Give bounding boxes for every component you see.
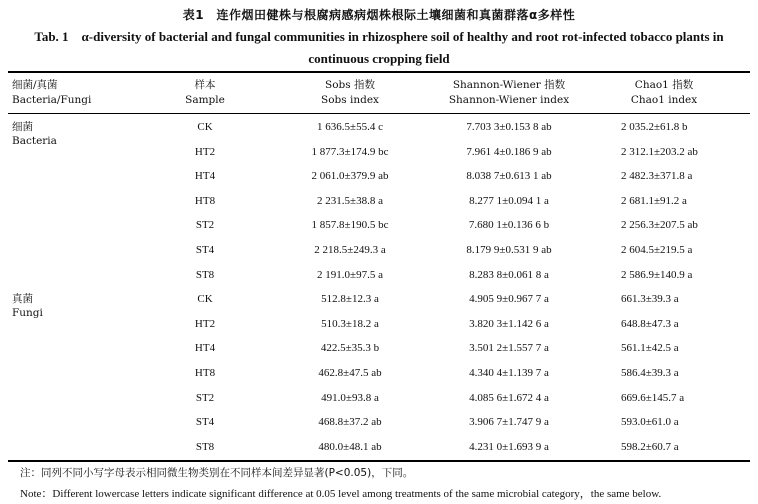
sobs-cell: 1 857.8±190.5 bc	[311, 219, 389, 232]
chao-cell: 2 586.9±140.9 a	[621, 268, 693, 281]
shannon-cell: 4.085 6±1.672 4 a	[469, 391, 549, 404]
table-title-en-line2: continuous cropping field	[308, 51, 450, 66]
chao-cell: 2 256.3±207.5 ab	[621, 219, 698, 232]
shannon-cell: 3.820 3±1.142 6 a	[469, 317, 549, 330]
sample-cell: HT4	[194, 342, 216, 355]
sample-cell: ST2	[195, 391, 215, 404]
sobs-cell: 491.0±93.8 a	[321, 391, 379, 404]
shannon-cell: 7.703 3±0.153 8 ab	[466, 121, 552, 133]
sobs-cell: 512.8±12.3 a	[321, 293, 379, 306]
chao-cell: 661.3±39.3 a	[621, 293, 679, 306]
sample-cell: ST4	[195, 244, 215, 256]
chao-cell: 2 312.1±203.2 ab	[621, 145, 698, 158]
shannon-cell: 8.179 9±0.531 9 ab	[466, 244, 552, 256]
group-label-cn: 细菌	[12, 121, 33, 133]
header-sample	[185, 78, 225, 108]
header-chao	[631, 78, 697, 108]
shannon-cell: 3.501 2±1.557 7 a	[469, 342, 549, 355]
chao-cell: 586.4±39.3 a	[621, 367, 679, 379]
group-label	[12, 292, 43, 320]
chao-cell: 561.1±42.5 a	[621, 342, 679, 355]
sobs-cell: 480.0±48.1 ab	[318, 440, 382, 453]
sample-cell: ST8	[195, 440, 215, 453]
shannon-cell: 8.038 7±0.613 1 ab	[466, 170, 552, 183]
header-shannon-cn: Shannon-Wiener 指数	[452, 79, 566, 91]
table-title-en	[8, 26, 750, 70]
sobs-cell: 2 061.0±379.9 ab	[311, 170, 389, 183]
header-category-cn: 细菌/真菌	[12, 79, 58, 91]
sample-cell: ST2	[195, 219, 215, 232]
sample-cell: HT8	[194, 194, 216, 207]
table-bottom-rule	[8, 460, 750, 462]
shannon-cell: 8.277 1±0.094 1 a	[469, 194, 549, 207]
chao-cell: 593.0±61.0 a	[621, 416, 679, 429]
header-category	[12, 78, 91, 108]
sample-cell: CK	[197, 121, 213, 133]
group-label-en: Fungi	[12, 307, 43, 320]
chao-cell: 648.8±47.3 a	[621, 317, 679, 330]
sobs-cell: 422.5±35.3 b	[320, 342, 380, 355]
header-shannon-en: Shannon-Wiener index	[448, 94, 570, 106]
shannon-cell: 7.680 1±0.136 6 b	[468, 219, 550, 232]
sobs-cell: 2 191.0±97.5 a	[317, 268, 383, 281]
chao-cell: 2 604.5±219.5 a	[621, 244, 693, 256]
sample-cell: HT2	[194, 317, 216, 330]
table-note-en: Note：Different lowercase letters indicate significant difference at 0.05 level among treatments of the same microbial category，the same below.	[20, 488, 662, 500]
sample-cell: ST8	[195, 268, 215, 281]
chao-cell: 2 482.3±371.8 a	[621, 170, 693, 183]
group-label-en: Bacteria	[12, 135, 57, 147]
chao-cell: 669.6±145.7 a	[621, 391, 685, 404]
sobs-cell: 2 218.5±249.3 a	[314, 244, 386, 256]
sobs-cell: 468.8±37.2 ab	[318, 416, 382, 429]
sobs-cell: 510.3±18.2 a	[321, 317, 379, 330]
chao-cell: 598.2±60.7 a	[621, 440, 679, 453]
sample-cell: CK	[197, 293, 213, 306]
table-note-cn: 注：同列不同小写字母表示相同微生物类别在不同样本间差异显著(P<0.05)，下同。	[20, 467, 414, 479]
table-top-rule	[8, 71, 750, 73]
sobs-cell: 2 231.5±38.8 a	[317, 194, 383, 207]
sample-cell: HT2	[194, 145, 216, 158]
shannon-cell: 3.906 7±1.747 9 a	[469, 416, 549, 429]
table-header-rule	[8, 113, 750, 114]
header-sample-cn: 样本	[194, 79, 216, 91]
chao-cell: 2 681.1±91.2 a	[621, 194, 687, 207]
sample-cell: HT4	[194, 170, 216, 183]
group-label	[12, 120, 57, 148]
header-chao-en: Chao1 index	[630, 94, 698, 106]
chao-cell: 2 035.2±61.8 b	[621, 121, 688, 133]
sobs-cell: 1 877.3±174.9 bc	[311, 145, 389, 158]
shannon-cell: 8.283 8±0.061 8 a	[469, 268, 549, 281]
header-sobs-en: Sobs index	[321, 94, 379, 106]
header-category-en: Bacteria/Fungi	[12, 94, 92, 106]
shannon-cell: 7.961 4±0.186 9 ab	[466, 145, 552, 158]
sobs-cell: 462.8±47.5 ab	[318, 367, 382, 379]
sobs-cell: 1 636.5±55.4 c	[317, 121, 383, 133]
table-title-en-line1: Tab. 1 α-diversity of bacterial and fungal communities in rhizosphere soil of healthy and root rot-infected tobacco plants in	[34, 29, 724, 44]
shannon-cell: 4.340 4±1.139 7 a	[469, 367, 549, 379]
header-sample-en: Sample	[185, 94, 225, 106]
table-title-cn: 表1 连作烟田健株与根腐病感病烟株根际土壤细菌和真菌群落α多样性	[182, 8, 576, 22]
group-label-cn: 真菌	[12, 293, 33, 306]
header-shannon	[449, 78, 569, 108]
shannon-cell: 4.905 9±0.967 7 a	[469, 293, 549, 306]
sample-cell: ST4	[195, 416, 215, 429]
header-sobs	[321, 78, 379, 108]
header-chao-cn: Chao1 指数	[634, 79, 694, 91]
header-sobs-cn: Sobs 指数	[325, 79, 375, 91]
sample-cell: HT8	[194, 367, 216, 379]
shannon-cell: 4.231 0±1.693 9 a	[469, 440, 549, 453]
